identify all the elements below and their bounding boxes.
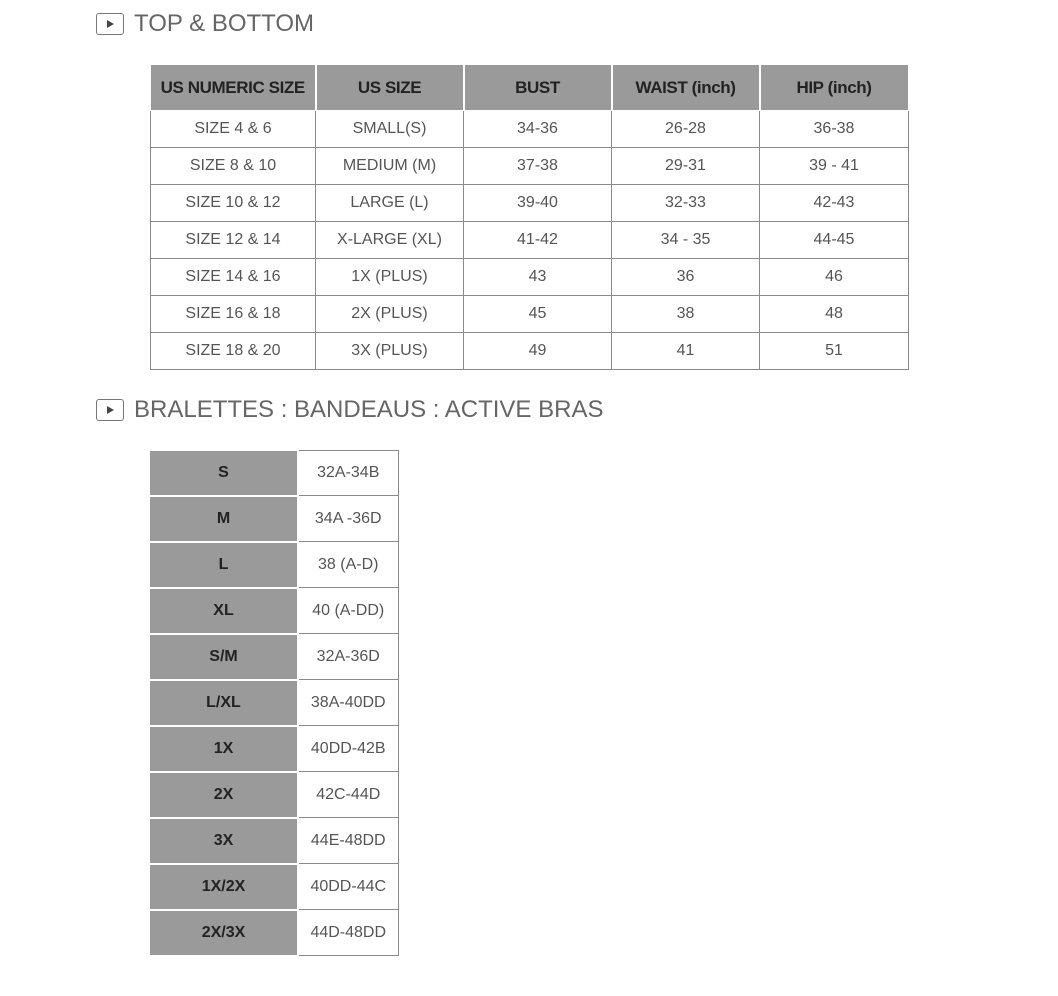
cell-waist: 36	[612, 259, 760, 296]
column-header-hip: HIP (inch)	[760, 65, 909, 111]
cell-bra-size: 40DD-44C	[298, 864, 398, 910]
cell-bra-size: 42C-44D	[298, 772, 398, 818]
cell-size-label: 1X	[150, 726, 298, 772]
cell-hip: 39 - 41	[760, 148, 909, 185]
cell-bra-size: 44D-48DD	[298, 910, 398, 956]
cell-hip: 46	[760, 259, 909, 296]
cell-bust: 37-38	[464, 148, 612, 185]
table-row	[151, 111, 909, 148]
cell-us-size: 3X (PLUS)	[316, 333, 464, 370]
column-header-us-size: US SIZE	[316, 65, 464, 111]
cell-us-size: 2X (PLUS)	[316, 296, 464, 333]
table-row	[151, 222, 909, 259]
column-header-bust: BUST	[464, 65, 612, 111]
table-row	[150, 451, 398, 496]
cell-hip: 48	[760, 296, 909, 333]
cell-bra-size: 32A-34B	[298, 451, 398, 496]
table-row	[150, 726, 398, 772]
top-bottom-size-table	[150, 64, 910, 370]
cell-waist: 26-28	[612, 111, 760, 148]
cell-waist: 34 - 35	[612, 222, 760, 259]
cell-numeric-size: SIZE 8 & 10	[151, 148, 316, 185]
table-header-row	[151, 65, 909, 111]
cell-numeric-size: SIZE 18 & 20	[151, 333, 316, 370]
table-row	[150, 634, 398, 680]
bralette-size-table	[150, 450, 399, 957]
table-row	[151, 148, 909, 185]
cell-bust: 34-36	[464, 111, 612, 148]
cell-numeric-size: SIZE 16 & 18	[151, 296, 316, 333]
cell-numeric-size: SIZE 4 & 6	[151, 111, 316, 148]
column-header-waist: WAIST (inch)	[612, 65, 760, 111]
cell-bra-size: 32A-36D	[298, 634, 398, 680]
table-row	[150, 542, 398, 588]
table-row	[150, 818, 398, 864]
cell-size-label: 3X	[150, 818, 298, 864]
cell-size-label: 1X/2X	[150, 864, 298, 910]
cell-us-size: X-LARGE (XL)	[316, 222, 464, 259]
cell-bra-size: 44E-48DD	[298, 818, 398, 864]
cell-bust: 39-40	[464, 185, 612, 222]
cell-size-label: L/XL	[150, 680, 298, 726]
table-row	[150, 680, 398, 726]
table-row	[151, 259, 909, 296]
table-row	[150, 496, 398, 542]
cell-hip: 51	[760, 333, 909, 370]
table-row	[151, 333, 909, 370]
table-row	[150, 864, 398, 910]
cell-us-size: MEDIUM (M)	[316, 148, 464, 185]
cell-size-label: S/M	[150, 634, 298, 680]
cell-size-label: M	[150, 496, 298, 542]
cell-size-label: 2X/3X	[150, 910, 298, 956]
cell-numeric-size: SIZE 10 & 12	[151, 185, 316, 222]
cell-waist: 41	[612, 333, 760, 370]
table-row	[150, 588, 398, 634]
cell-waist: 38	[612, 296, 760, 333]
cell-size-label: 2X	[150, 772, 298, 818]
cell-bra-size: 40 (A-DD)	[298, 588, 398, 634]
cell-us-size: LARGE (L)	[316, 185, 464, 222]
cell-waist: 29-31	[612, 148, 760, 185]
cell-bra-size: 34A -36D	[298, 496, 398, 542]
table-row	[150, 910, 398, 956]
table-row	[151, 185, 909, 222]
section-title: TOP & BOTTOM	[134, 10, 315, 37]
section-title: BRALETTES : BANDEAUS : ACTIVE BRAS	[134, 396, 604, 423]
cell-bust: 49	[464, 333, 612, 370]
column-header-us-numeric-size: US NUMERIC SIZE	[151, 65, 316, 111]
cell-bra-size: 40DD-42B	[298, 726, 398, 772]
cell-hip: 42-43	[760, 185, 909, 222]
cell-numeric-size: SIZE 14 & 16	[151, 259, 316, 296]
section-header-top-bottom[interactable]	[96, 10, 314, 38]
play-triangle-icon[interactable]	[96, 399, 124, 421]
cell-size-label: S	[150, 451, 298, 496]
cell-bra-size: 38 (A-D)	[298, 542, 398, 588]
cell-numeric-size: SIZE 12 & 14	[151, 222, 316, 259]
cell-hip: 44-45	[760, 222, 909, 259]
cell-size-label: L	[150, 542, 298, 588]
table-row	[151, 296, 909, 333]
cell-us-size: SMALL(S)	[316, 111, 464, 148]
cell-us-size: 1X (PLUS)	[316, 259, 464, 296]
cell-hip: 36-38	[760, 111, 909, 148]
cell-waist: 32-33	[612, 185, 760, 222]
cell-size-label: XL	[150, 588, 298, 634]
cell-bust: 41-42	[464, 222, 612, 259]
cell-bust: 45	[464, 296, 612, 333]
cell-bra-size: 38A-40DD	[298, 680, 398, 726]
section-header-bralettes[interactable]	[96, 396, 603, 424]
cell-bust: 43	[464, 259, 612, 296]
play-triangle-icon[interactable]	[96, 13, 124, 35]
table-row	[150, 772, 398, 818]
